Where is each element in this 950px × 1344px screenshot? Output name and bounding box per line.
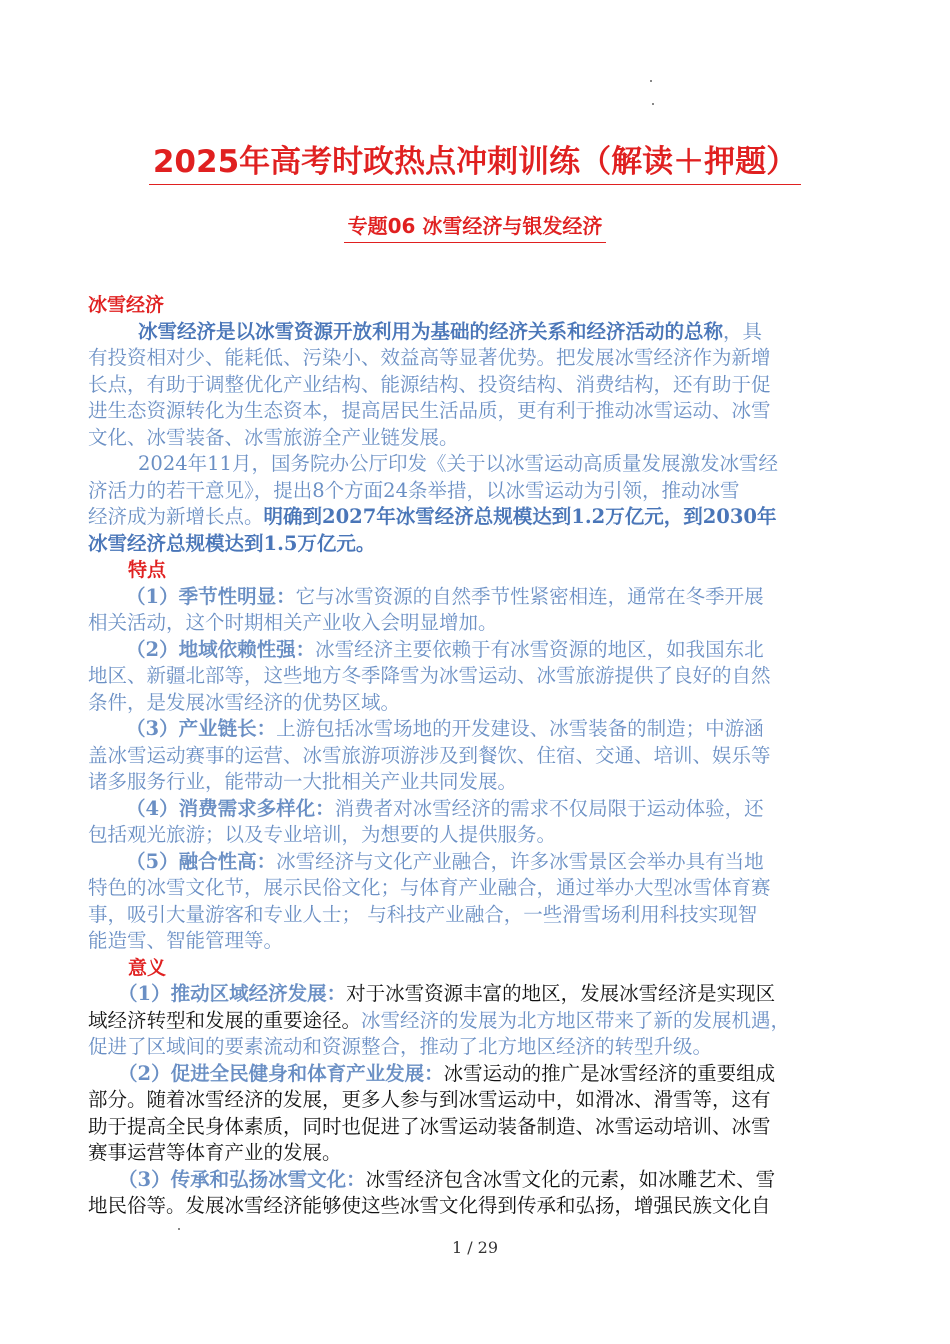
subsection-heading-significance: 意义 [128, 956, 167, 979]
significance-line: （3）传承和弘扬冰雪文化：冰雪经济包含冰雪文化的元素，如冰雕艺术、雪 [118, 1167, 776, 1191]
feature-line: 能造雪、智能管理等。 [88, 929, 284, 952]
paragraph-line: 长点，有助于调整优化产业结构、能源结构、投资结构、消费结构，还有助于促 [88, 372, 771, 396]
feature-line: （2）地域依赖性强：冰雪经济主要依赖于有冰雪资源的地区，如我国东北 [126, 637, 764, 661]
feature-line: 盖冰雪运动赛事的运营、冰雪旅游项游涉及到餐饮、住宿、交通、培训、娱乐等 [88, 743, 771, 767]
artifact-dot [650, 80, 652, 82]
document-subtitle: 专题06 冰雪经济与银发经济 [0, 210, 950, 243]
feature-line: 事，吸引大量游客和专业人士； 与科技产业融合，一些滑雪场利用科技实现智 [88, 902, 758, 926]
paragraph-line: 文化、冰雪装备、冰雪旅游全产业链发展。 [88, 425, 459, 449]
page-number: 1 / 29 [451, 1238, 499, 1257]
paragraph-line: 进生态资源转化为生态资本，提高居民生活品质，更有利于推动冰雪运动、冰雪 [88, 399, 771, 422]
feature-line: （4）消费需求多样化：消费者对冰雪经济的需求不仅局限于运动体验，还 [126, 796, 764, 820]
feature-line: 包括观光旅游；以及专业培训，为想要的人提供服务。 [88, 823, 557, 846]
significance-line: （2）促进全民健身和体育产业发展：冰雪运动的推广是冰雪经济的重要组成 [118, 1061, 776, 1085]
feature-line: 相关活动，这个时期相关产业收入会明显增加。 [88, 611, 498, 634]
paragraph-line: 有投资相对少、能耗低、污染小、效益高等显著优势。把发展冰雪经济作为新增 [88, 346, 771, 369]
paragraph-line: 冰雪经济总规模达到1.5万亿元。 [88, 531, 376, 555]
feature-line: （1）季节性明显：它与冰雪资源的自然季节性紧密相连，通常在冬季开展 [126, 584, 764, 608]
feature-line: 地区、新疆北部等，这些地方冬季降雪为冰雪运动、冰雪旅游提供了良好的自然 [88, 664, 771, 687]
artifact-dot [652, 103, 654, 105]
significance-line: 地民俗等。发展冰雪经济能够使这些冰雪文化得到传承和弘扬，增强民族文化自 [88, 1194, 771, 1217]
feature-line: （3）产业链长：上游包括冰雪场地的开发建设、冰雪装备的制造；中游涵 [126, 717, 764, 740]
document-body [88, 292, 862, 1220]
significance-line: 赛事运营等体育产业的发展。 [88, 1141, 342, 1164]
paragraph-line: 经济成为新增长点。明确到2027年冰雪经济总规模达到1.2万亿元，到2030年 [88, 505, 777, 528]
paragraph-line: 济活力的若干意见》，提出8个方面24条举措，以冰雪运动为引领，推动冰雪 [88, 478, 740, 502]
significance-line: 域经济转型和发展的重要途径。冰雪经济的发展为北方地区带来了新的发展机遇， [88, 1008, 791, 1032]
subsection-heading-features: 特点 [128, 559, 167, 581]
significance-line: 助于提高全民身体素质，同时也促进了冰雪运动装备制造、冰雪运动培训、冰雪 [88, 1114, 771, 1138]
feature-line: （5）融合性高：冰雪经济与文化产业融合，许多冰雪景区会举办具有当地 [126, 849, 764, 873]
significance-line: 促进了区域间的要素流动和资源整合，推动了北方地区经济的转型升级。 [88, 1035, 713, 1058]
feature-line: 条件，是发展冰雪经济的优势区域。 [88, 690, 401, 714]
significance-line: 部分。随着冰雪经济的发展，更多人参与到冰雪运动中，如滑冰、滑雪等，这有 [88, 1088, 771, 1111]
artifact-dot [178, 1228, 180, 1230]
feature-line: 诸多服务行业，能带动一大批相关产业共同发展。 [88, 770, 518, 793]
paragraph-line: 2024年11月，国务院办公厅印发《关于以冰雪运动高质量发展激发冰雪经 [138, 452, 778, 475]
document-title: 2025年高考时政热点冲刺训练（解读＋押题） [0, 136, 950, 185]
feature-line: 特色的冰雪文化节，展示民俗文化；与体育产业融合，通过举办大型冰雪体育赛 [88, 876, 771, 899]
paragraph-line: 冰雪经济是以冰雪资源开放利用为基础的经济关系和经济活动的总称，具 [138, 319, 763, 343]
section-heading: 冰雪经济 [88, 294, 165, 316]
significance-line: （1）推动区域经济发展：对于冰雪资源丰富的地区，发展冰雪经济是实现区 [118, 982, 776, 1005]
